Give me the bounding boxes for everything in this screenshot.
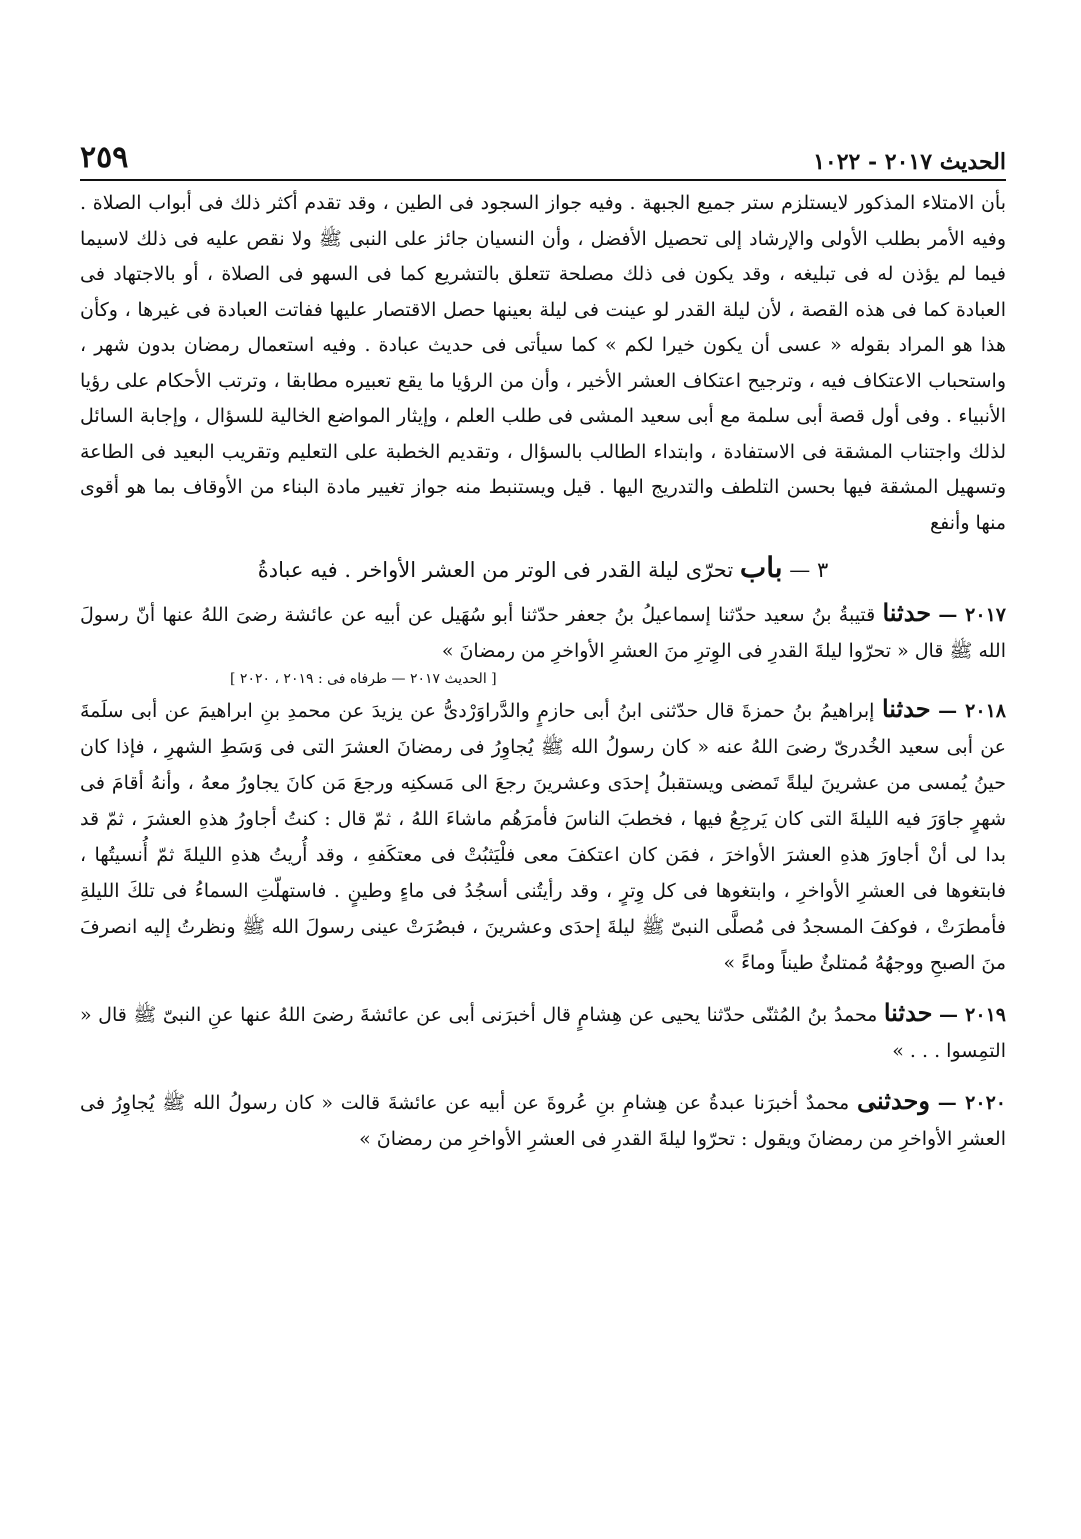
hadith-text: إبراهيمُ بنُ حمزةَ قال حدّثنى ابنُ أبى حازمٍ والدَّراوَرْدىُّ عن يزيدَ عن محمدِ بنِ ابراهيمَ عن أبى سلَمةَ عن أبى سعيد الخُدرىّ رضىَ اللهُ عنه « كان رسولُ الله ﷺ يُجاوِرُ فى رمضانَ العشرَ التى فى وَسَطِ الشهرِ ، فإذا كان حينُ يُمسى من عشرينَ ليلةً تَمضى ويستقبلُ إحدَى وعشرينَ رجعَ الى مَسكنِه ورجعَ مَن كانَ يجاورُ معهُ ، وأنهُ أقامَ فى شهرٍ جاوَرَ فيه الليلةَ التى كان يَرجِعُ فيها ، فخطبَ الناسَ فأمرَهُم ماشاءَ اللهُ ، ثمّ قال : كنتُ أجاورُ هذهِ العشرَ ، ثمّ قد بدا لى أنْ أجاورَ هذهِ العشرَ الأواخرَ ، فمَن كان اعتكفَ معى فلْيَثبُتْ فى معتكَفهِ ، وقد أُريتُ هذهِ الليلةَ ثمّ أُنسيتُها ، فابتغوها فى العشرِ الأواخرِ ، وابتغوها فى كل وِترٍ ، وقد رأيتُنى أسجُدُ فى ماءٍ وطينٍ . فاستهلّتِ السماءُ فى تلكَ الليلةِ فأمطرَتْ ، فوكفَ المسجدُ فى مُصلَّى النبىّ ﷺ ليلةَ إحدَى وعشرينَ ، فبصُرَتْ عينى رسولَ الله ﷺ ونظرتُ إليه انصرفَ منَ الصبحِ ووجهُهُ مُمتلئٌ طيناً وماءً »	[80, 700, 1006, 974]
page-body	[80, 186, 1006, 1157]
hadith-2017	[80, 595, 1006, 669]
chapter-heading	[80, 551, 1006, 587]
hadith-number: ٢٠١٨ —	[938, 700, 1006, 722]
hadith-number: ٢٠١٩ —	[939, 1004, 1006, 1026]
hadith-text: محمدٌ أخبرَنا عبدةُ عن هِشامِ بنِ عُروةَ عن أبيه عن عائشةَ قالت « كان رسولُ الله ﷺ يُجاوِرُ فى العشرِ الأواخرِ من رمضانَ ويقول : تحرّوا ليلةَ القدرِ فى العشرِ الأواخرِ من رمضانَ »	[80, 1092, 1006, 1150]
running-title: الحديث ٢٠١٧ - ١٠٢٢	[813, 149, 1006, 175]
hadith-2020	[80, 1083, 1006, 1157]
hadith-number: ٢٠٢٠ —	[937, 1092, 1006, 1114]
chapter-title: تحرّى ليلة القدر فى الوتر من العشر الأواخر . فيه عبادةُ	[257, 558, 734, 582]
chapter-number: ٣ —	[789, 558, 829, 582]
page-number: ٢٥٩	[80, 140, 129, 175]
chapter-bab: باب	[739, 551, 783, 584]
hadith-reference-note: [ الحديث ٢٠١٧ — طرفاه فى : ٢٠١٩ ، ٢٠٢٠ ]	[230, 671, 497, 687]
hadith-text: قتيبةُ بنُ سعيد حدّثنا إسماعيلُ بنُ جعفر حدّثنا أبو سُهَيل عن أبيه عن عائشة رضىَ اللهُ عنها أنّ رسولَ الله ﷺ قال « تحرّوا ليلةَ القدرِ فى الوِترِ منَ العشرِ الأواخرِ من رمضانَ »	[80, 604, 1006, 662]
hadith-number: ٢٠١٧ —	[938, 604, 1006, 626]
commentary-paragraph: بأن الامتلاء المذكور لايستلزم ستر جميع الجبهة . وفيه جواز السجود فى الطين ، وقد تقدم أكثر ذلك فى أبواب الصلاة . وفيه الأمر بطلب الأولى والإرشاد إلى تحصيل الأفضل ، وأن النسيان جائز على النبى ﷺ ولا نقص عليه فى ذلك لاسيما فيما لم يؤذن له فى تبليغه ، وقد يكون فى ذلك مصلحة تتعلق بالتشريع كما فى السهو فى الصلاة ، أو بالاجتهاد فى العبادة كما فى هذه القصة ، لأن ليلة القدر لو عينت فى ليلة بعينها حصل الاقتصار عليها ففاتت العبادة فى غيرها ، وكأن هذا هو المراد بقوله « عسى أن يكون خيرا لكم » كما سيأتى فى حديث عبادة . وفيه استعمال رمضان بدون شهر ، واستحباب الاعتكاف فيه ، وترجيح اعتكاف العشر الأخير ، وأن من الرؤيا ما يقع تعبيره مطابقا ، وترتب الأحكام على رؤيا الأنبياء . وفى أول قصة أبى سلمة مع أبى سعيد المشى فى طلب العلم ، وإيثار المواضع الخالية للسؤال ، وإجابة السائل لذلك واجتناب المشقة فى الاستفادة ، وابتداء الطالب بالسؤال ، وتقديم الخطبة على التعليم وتقريب البعيد فى الطاعة وتسهيل المشقة فيها بحسن التلطف والتدريج اليها . قيل ويستنبط منه جواز تغيير مادة البناء من الأوقاف بما هو أقوى منها وأنفع	[80, 192, 1006, 534]
hadith-opener: حدثنا	[881, 694, 931, 723]
page-header	[80, 135, 1006, 181]
hadith-opener: حدثنا	[883, 998, 933, 1027]
hadith-opener: حدثنا	[882, 598, 932, 627]
hadith-2018	[80, 691, 1006, 981]
hadith-opener: وحدثنى	[857, 1086, 930, 1115]
hadith-2019	[80, 995, 1006, 1069]
hadith-text: محمدُ بنُ المُثنّى حدّثنا يحيى عن هِشامٍ قال أخبرَنى أبى عن عائشةَ رضىَ اللهُ عنها عنِ النبىّ ﷺ قال « التمِسوا . . . »	[80, 1004, 1006, 1062]
